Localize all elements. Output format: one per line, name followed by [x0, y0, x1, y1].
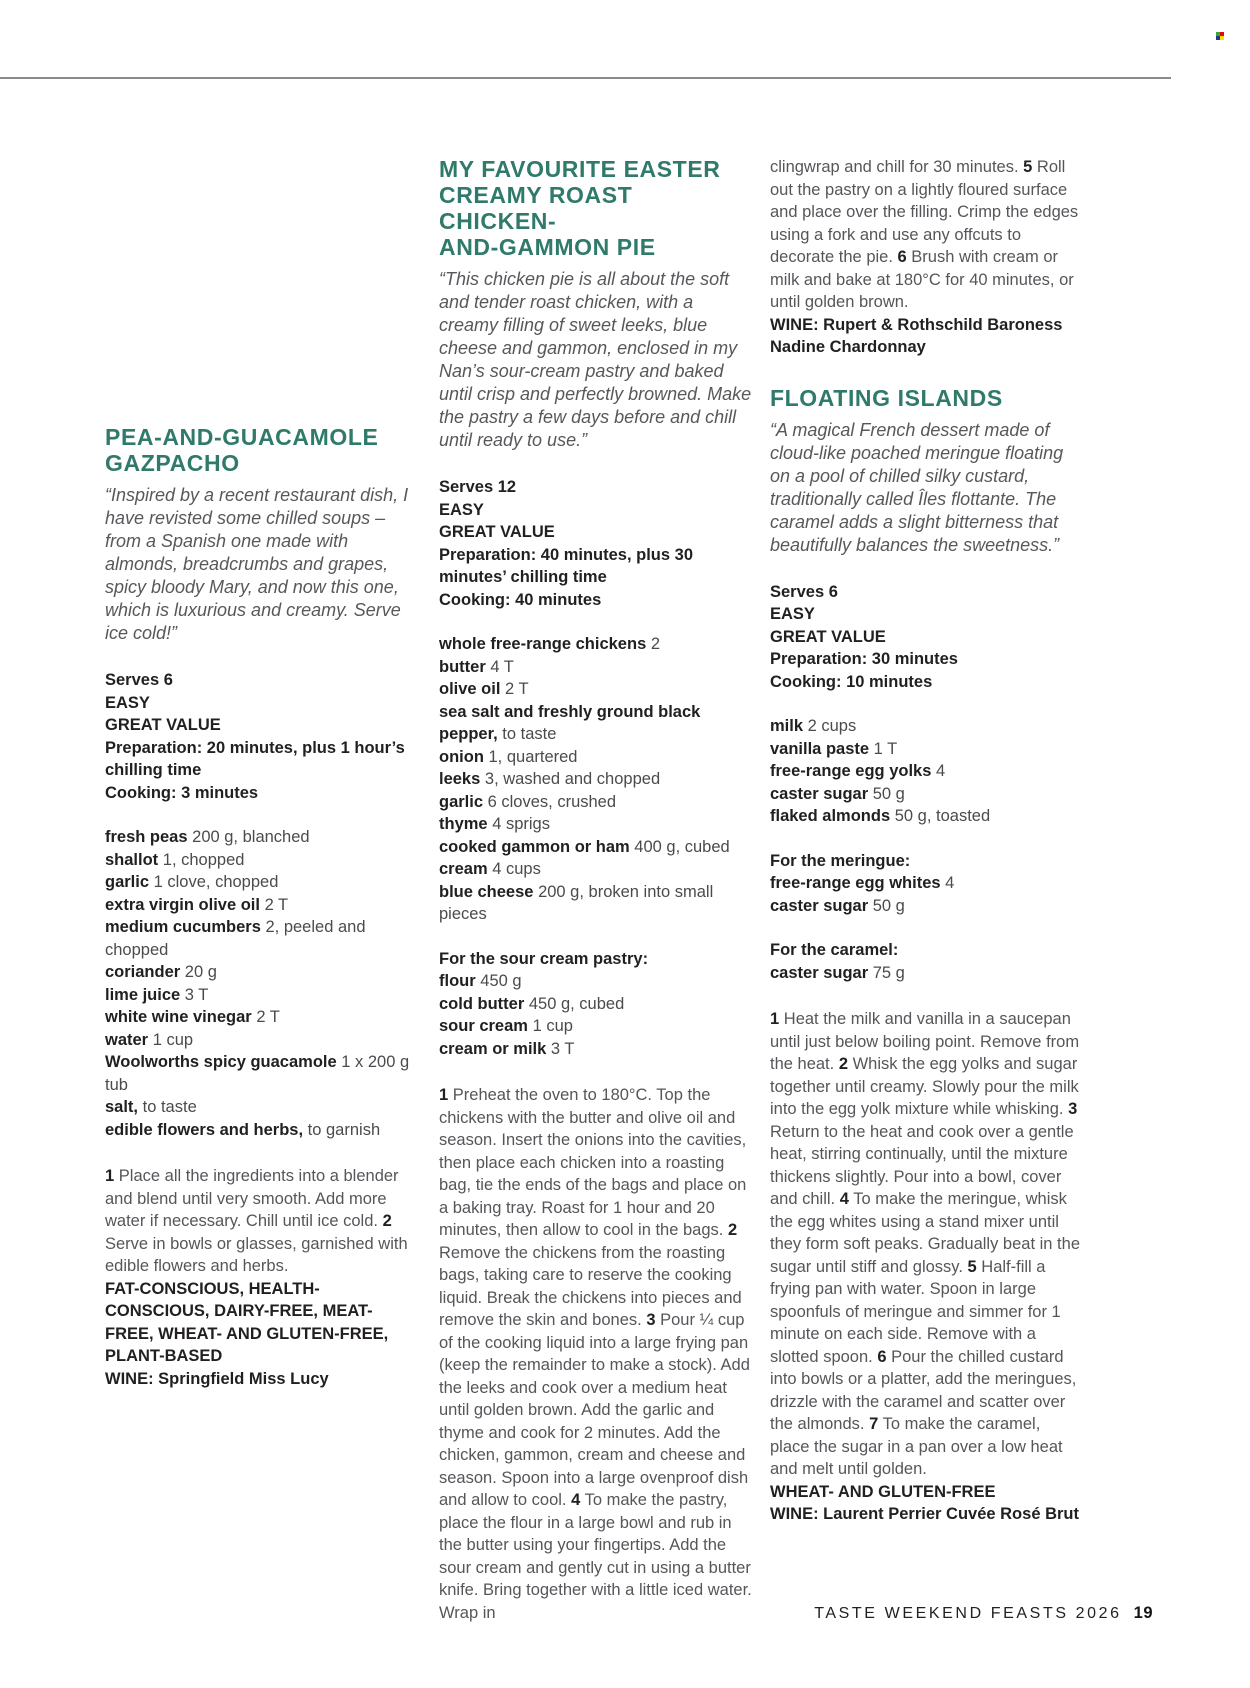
ingredient-row: cooked gammon or ham 400 g, cubed [439, 837, 730, 856]
recipe-title-line: CREAMY ROAST CHICKEN- [439, 182, 633, 234]
ingredient-row: sour cream 1 cup [439, 1017, 573, 1035]
ingredient-row: thyme 4 sprigs [439, 815, 550, 833]
ingredient-subheading: For the sour cream pastry: [439, 949, 649, 968]
serves-label: Serves 6 [105, 671, 173, 689]
method-step: 1 Heat the milk and vanilla in a saucepan until just below boiling point. Remove from the heat. [770, 1010, 1080, 1073]
recipe-title-gazpacho [105, 424, 419, 476]
recipe-info-block [439, 476, 753, 611]
method-step: 5 Roll out the pastry on a lightly floured surface and place over the filling. Crimp the edges using a fork and use any offcuts to decorate the pie. [770, 158, 1079, 266]
recipe-title-floating-islands [770, 385, 1084, 411]
recipe-intro-quote: “A magical French dessert made of cloud-like poached meringue floating on a pool of chilled silky custard, traditionally called Îles flottante. The caramel adds a slight bitterness that beautifully balances the sweetness.” [770, 419, 1064, 555]
ingredient-row: fresh peas 200 g, blanched [105, 828, 310, 846]
wine-pairing: WINE: Laurent Perrier Cuvée Rosé Brut [770, 1505, 1079, 1523]
dietary-tags: FAT-CONSCIOUS, HEALTH-CONSCIOUS, DAIRY-FREE, MEAT-FREE, WHEAT- AND GLUTEN-FREE, PLANT-BASED [105, 1279, 389, 1365]
brand-mark-icon [1216, 32, 1224, 40]
ingredient-row: cream or milk 3 T [439, 1039, 575, 1058]
method-step: 2 Remove the chickens from the roasting bags, taking care to reserve the cooking liquid. Break the chickens into pieces and remove the skin and bones. [439, 1221, 742, 1329]
ingredient-row: edible flowers and herbs, to garnish [105, 1120, 381, 1139]
method-step: 7 To make the caramel, place the sugar in a pan over a low heat and melt until golden. [770, 1415, 1063, 1478]
ingredient-subheading: For the caramel: [770, 941, 899, 959]
method-step: 4 To make the meringue, whisk the egg whites using a stand mixer until they form soft peaks. Gradually beat in the sugar until stiff and glossy. [770, 1190, 1080, 1276]
column-right-floating-islands [770, 156, 1084, 1526]
recipe-intro-quote: “This chicken pie is all about the soft and tender roast chicken, with a creamy filling of sweet leeks, blue cheese and gammon, enclosed in my Nan’s sour-cream pastry and baked until crisp and perfectly browned. Make the pastry a few days before and chill until ready to use.” [439, 269, 752, 450]
ingredient-row: blue cheese 200 g, broken into small pieces [439, 882, 714, 923]
method-step: 3 Return to the heat and cook over a gentle heat, stirring continually, until the mixture thickens slightly. Pour into a bowl, cover and chill. [770, 1100, 1078, 1208]
recipe-title-line: GAZPACHO [105, 450, 240, 476]
ingredient-row: sea salt and freshly ground black pepper, to taste [439, 702, 701, 743]
ingredient-row: whole free-range chickens 2 [439, 635, 661, 653]
ingredient-row: cold butter 450 g, cubed [439, 994, 625, 1013]
ingredient-row: caster sugar 50 g [770, 896, 905, 915]
brand-mark-yellow-square [1220, 36, 1224, 40]
recipe-title-line: PEA-AND-GUACAMOLE [105, 424, 379, 450]
value-label: GREAT VALUE [439, 523, 555, 541]
ingredient-row: Woolworths spicy guacamole 1 x 200 g tub [105, 1053, 410, 1094]
ingredient-row: olive oil 2 T [439, 680, 529, 698]
ingredient-row: flour 450 g [439, 972, 522, 990]
recipe-title-line: FLOATING ISLANDS [770, 384, 1003, 411]
ingredient-row: salt, to taste [105, 1098, 197, 1116]
difficulty-label: EASY [439, 500, 484, 519]
ingredient-row: milk 2 cups [770, 717, 857, 735]
ingredient-row: garlic 6 cloves, crushed [439, 792, 617, 811]
method-paragraph-continued [770, 156, 1084, 314]
ingredient-list [770, 715, 1084, 828]
cooking-label: Cooking: 3 minutes [105, 783, 259, 802]
preparation-label: Preparation: 30 minutes [770, 650, 958, 668]
recipe-title-line: AND-GAMMON PIE [439, 234, 656, 260]
method-step: 4 To make the pastry, place the flour in a large bowl and rub in the butter using your fingertips. Add the sour cream and gently cut in using a butter knife. Bring together with a little iced water. Wrap in [439, 1491, 752, 1622]
method-step: 6 Brush with cream or milk and bake at 180°C for 40 minutes, or until golden brown. [770, 248, 1074, 311]
ingredient-row: medium cucumbers 2, peeled and chopped [105, 918, 366, 959]
method-step: 3 Pour ¼ cup of the cooking liquid into a large frying pan (keep the remainder to make a stock). Add the leeks and cook over a medium heat until golden brown. Add the garlic and thyme and cook for 2 minutes. Add the chicken, gammon, cream and cheese and season. Spoon into a large ovenproof dish and allow to cool. [439, 1311, 750, 1509]
wine-pairing: WINE: Rupert & Rothschild Baroness Nadine Chardonnay [770, 315, 1063, 356]
recipe-title-line: MY FAVOURITE EASTER [439, 156, 721, 182]
ingredient-sublist-caramel [770, 939, 1084, 984]
value-label: GREAT VALUE [770, 627, 886, 646]
value-label: GREAT VALUE [105, 716, 221, 734]
recipe-intro-quote: “Inspired by a recent restaurant dish, I have revisted some chilled soups – from a Spanish one made with almonds, breadcrumbs and grapes, spicy bloody Mary, and now this one, which is luxurious and creamy. Serve ice cold!” [105, 485, 409, 643]
ingredient-list [439, 633, 753, 926]
ingredient-row: extra virgin olive oil 2 T [105, 895, 289, 914]
ingredient-row: butter 4 T [439, 657, 514, 676]
method-step: 1 Preheat the oven to 180°C. Top the chickens with the butter and olive oil and season. Insert the onions into the cavities, then place each chicken into a roasting bag, tie the ends of the bags and place on a baking tray. Roast for 1 hour and 20 minutes, then allow to cool in the bags. [439, 1086, 747, 1239]
method-paragraph [105, 1165, 419, 1278]
ingredient-row: free-range egg yolks 4 [770, 762, 946, 780]
ingredient-row: onion 1, quartered [439, 747, 578, 766]
method-step: 2 Whisk the egg yolks and sugar together until creamy. Slowly pour the milk into the egg yolk mixture while whisking. [770, 1055, 1079, 1118]
dietary-tags: WHEAT- AND GLUTEN-FREE [770, 1482, 996, 1501]
wine-pairing: WINE: Springfield Miss Lucy [105, 1369, 329, 1388]
ingredient-row: white wine vinegar 2 T [105, 1008, 280, 1026]
ingredient-row: coriander 20 g [105, 963, 217, 981]
ingredient-row: shallot 1, chopped [105, 850, 245, 869]
method-paragraph [439, 1084, 753, 1624]
ingredient-list [105, 826, 419, 1141]
recipe-info-block [105, 669, 419, 804]
ingredient-sublist-pastry [439, 948, 753, 1061]
recipe-title-pie [439, 156, 753, 260]
preparation-label: Preparation: 20 minutes, plus 1 hour’s chilling time [105, 738, 405, 779]
preparation-label: Preparation: 40 minutes, plus 30 minutes’ chilling time [439, 545, 693, 586]
column-middle-pie [439, 156, 753, 1624]
ingredient-row: caster sugar 75 g [770, 963, 905, 982]
top-rule-divider [0, 77, 1171, 79]
method-step: 6 Pour the chilled custard into bowls or a platter, add the meringues, drizzle with the caramel and scatter over the almonds. [770, 1347, 1077, 1433]
recipe-info-block [770, 581, 1084, 694]
ingredient-row: lime juice 3 T [105, 985, 209, 1004]
method-paragraph [770, 1008, 1084, 1481]
ingredient-row: caster sugar 50 g [770, 784, 905, 803]
serves-label: Serves 12 [439, 478, 517, 496]
cooking-label: Cooking: 40 minutes [439, 590, 602, 609]
ingredient-row: water 1 cup [105, 1030, 194, 1049]
ingredient-row: flaked almonds 50 g, toasted [770, 807, 991, 825]
method-step: 1 Place all the ingredients into a blender and blend until very smooth. Add more water if necessary. Chill until ice cold. [105, 1167, 399, 1230]
ingredient-row: free-range egg whites 4 [770, 874, 955, 892]
method-step: 5 Half-fill a frying pan with water. Spoon in large spoonfuls of meringue and simmer for 1 minute on each side. Remove with a slotted spoon. [770, 1257, 1061, 1366]
magazine-title: TASTE WEEKEND FEASTS 2026 [814, 1605, 1122, 1622]
serves-label: Serves 6 [770, 582, 838, 601]
difficulty-label: EASY [770, 605, 815, 623]
method-step: clingwrap and chill for 30 minutes. [770, 158, 1019, 176]
page-footer [814, 1604, 1153, 1623]
ingredient-sublist-meringue [770, 850, 1084, 918]
ingredient-row: leeks 3, washed and chopped [439, 770, 661, 788]
page-number: 19 [1133, 1604, 1153, 1622]
difficulty-label: EASY [105, 693, 150, 712]
column-left-gazpacho [105, 424, 419, 1390]
method-step: 2 Serve in bowls or glasses, garnished with edible flowers and herbs. [105, 1212, 408, 1275]
ingredient-row: garlic 1 clove, chopped [105, 873, 279, 891]
ingredient-row: cream 4 cups [439, 860, 541, 878]
cooking-label: Cooking: 10 minutes [770, 672, 933, 691]
ingredient-subheading: For the meringue: [770, 851, 911, 870]
ingredient-row: vanilla paste 1 T [770, 739, 898, 758]
